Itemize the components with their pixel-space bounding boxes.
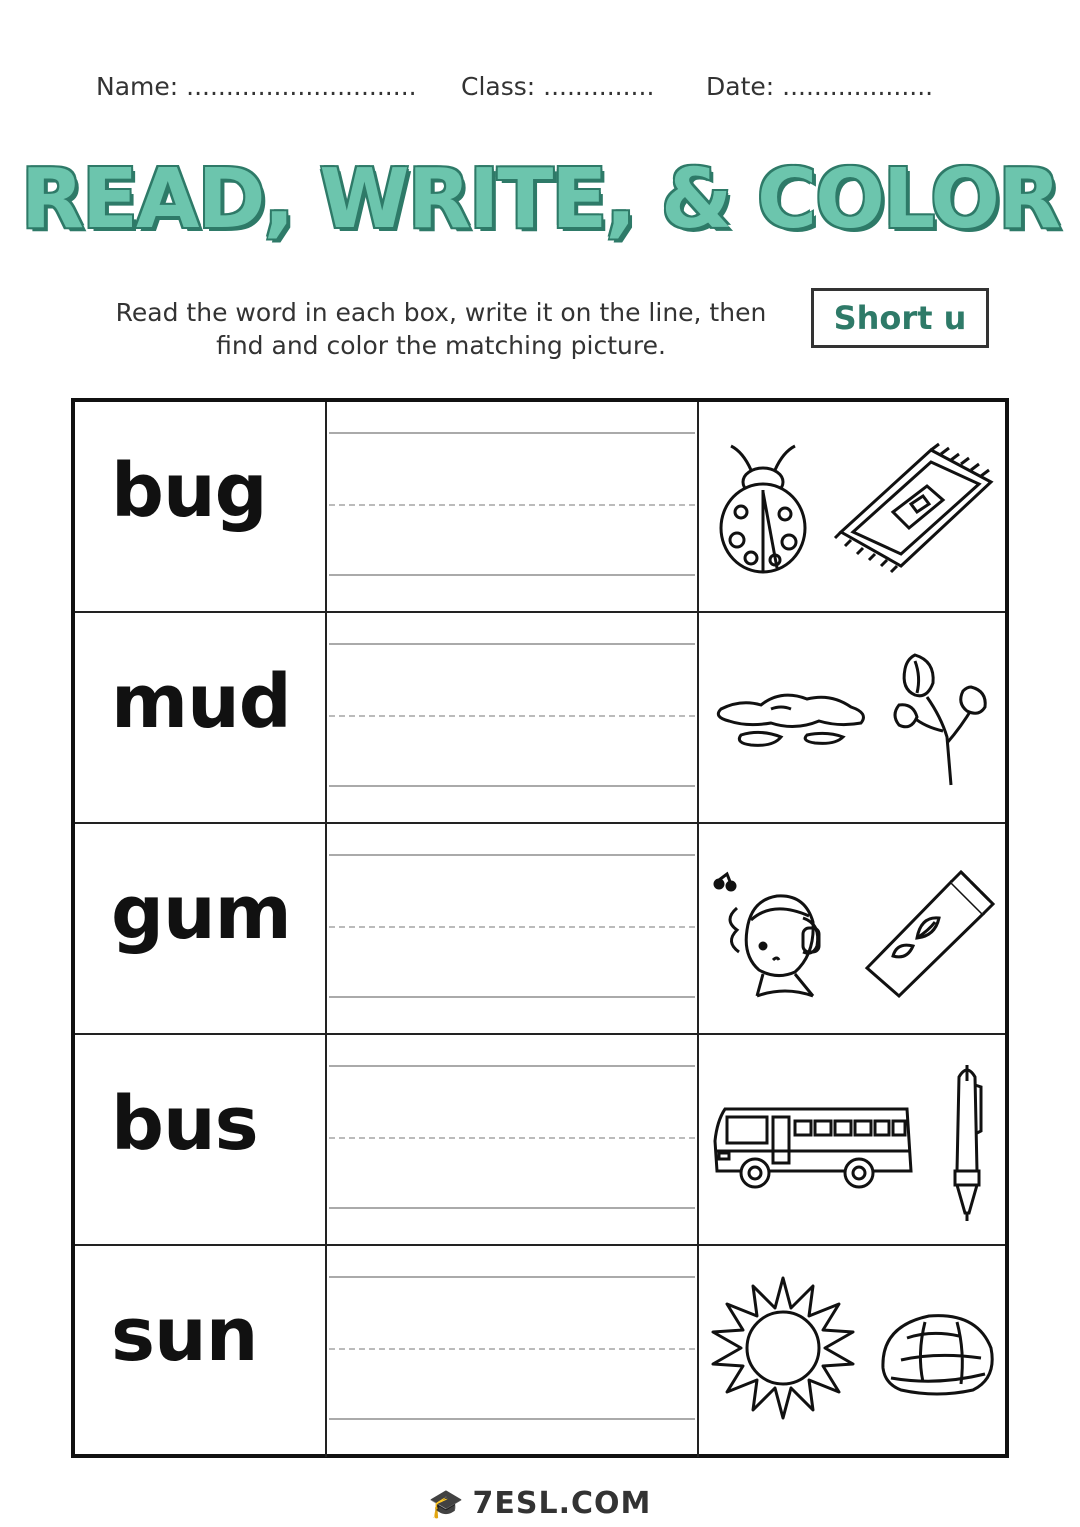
sun-icon[interactable] [709,1274,857,1422]
worksheet-grid [71,398,1009,1458]
word-cell [75,402,327,611]
worksheet-title: READ, WRITE, & COLOR [20,152,1060,247]
rug-icon[interactable] [831,442,1001,574]
ladybug-icon[interactable] [715,440,811,576]
instructions-line-2: find and color the matching picture. [216,331,666,360]
footer-logo [0,1486,1080,1521]
word-cell [75,613,327,822]
word-label: sun [111,1292,258,1378]
bud-icon[interactable] [891,647,991,787]
pictures-cell [699,613,1005,822]
writing-lines[interactable] [327,613,699,822]
short-u-tag: Short u [811,288,989,348]
bun-icon[interactable] [877,1308,997,1398]
person-headphones-icon[interactable] [713,860,837,1000]
bus-icon[interactable] [711,1101,915,1193]
pen-icon[interactable] [947,1061,987,1225]
pictures-cell [699,824,1005,1033]
instructions-line-1: Read the word in each box, write it on the line, then [115,298,767,327]
header-fields [96,72,984,112]
date-field[interactable]: Date: ................... [706,72,934,101]
worksheet-row [75,402,1005,613]
pictures-cell [699,1035,1005,1244]
pictures-cell [699,402,1005,611]
worksheet-row [75,1035,1005,1246]
worksheet-row [75,613,1005,824]
gum-icon[interactable] [857,864,997,1000]
writing-lines[interactable] [327,824,699,1033]
word-cell [75,1035,327,1244]
graduation-cap-icon: 🎓 [428,1487,465,1520]
writing-lines[interactable] [327,1246,699,1457]
class-field[interactable]: Class: .............. [461,72,655,101]
logo-text: 7ESL.COM [472,1486,652,1521]
word-label: mud [111,659,291,745]
word-label: gum [111,870,291,956]
writing-lines[interactable] [327,402,699,611]
word-cell [75,824,327,1033]
worksheet-row [75,824,1005,1035]
mud-puddle-icon[interactable] [711,679,875,759]
word-label: bug [111,448,267,534]
word-cell [75,1246,327,1457]
pictures-cell [699,1246,1005,1457]
name-field[interactable]: Name: ............................. [96,72,417,101]
writing-lines[interactable] [327,1035,699,1244]
worksheet-row [75,1246,1005,1457]
word-label: bus [111,1081,258,1167]
instructions [96,296,786,362]
